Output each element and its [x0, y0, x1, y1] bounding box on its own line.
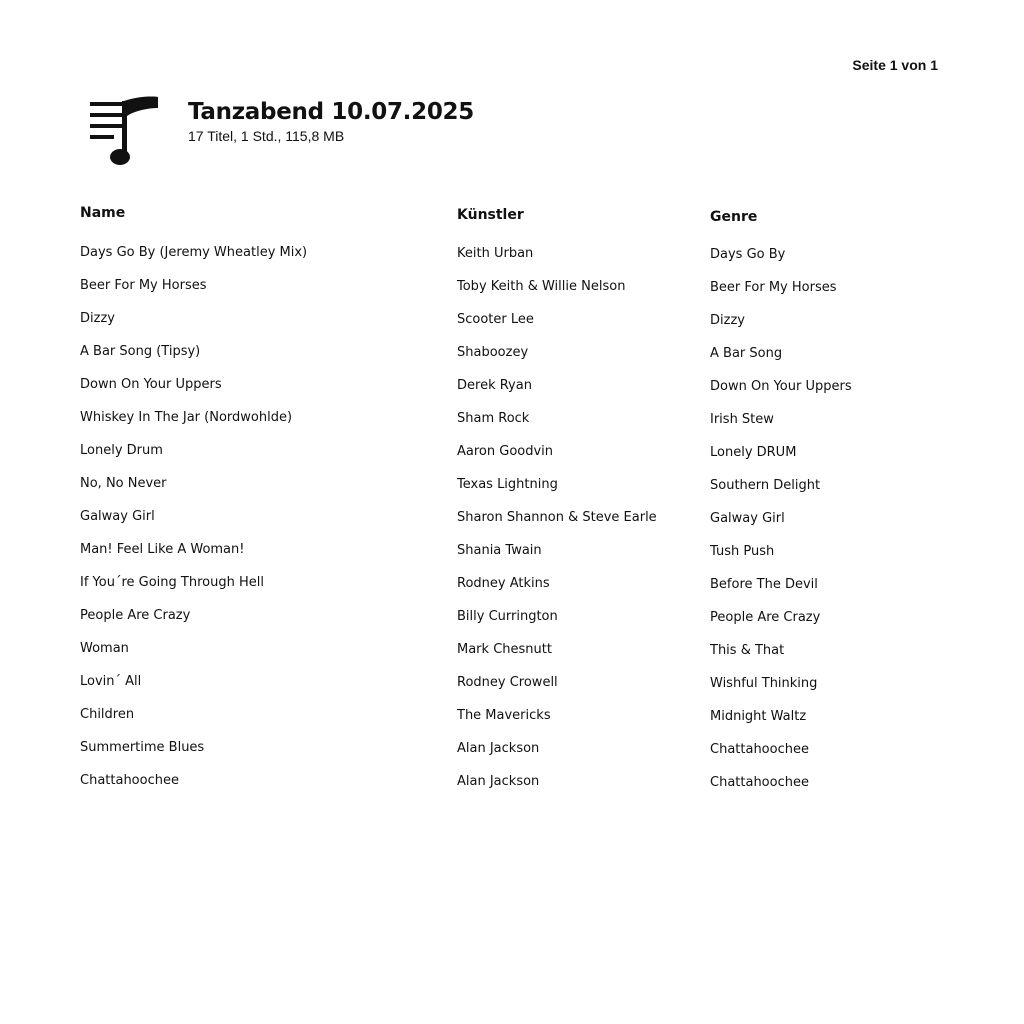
playlist-music-icon [88, 96, 162, 168]
track-artist: Texas Lightning [457, 477, 558, 492]
track-rows [0, 244, 1024, 805]
track-artist: Keith Urban [457, 246, 534, 261]
table-row [0, 310, 1024, 343]
track-genre: Beer For My Horses [710, 280, 837, 295]
playlist-title: Tanzabend 10.07.2025 [188, 99, 474, 125]
page-number: Seite 1 von 1 [852, 57, 938, 73]
track-genre: Lonely DRUM [710, 445, 797, 460]
track-artist: Rodney Atkins [457, 576, 550, 591]
track-artist: Toby Keith & Willie Nelson [457, 279, 626, 294]
column-header-artist: Künstler [457, 207, 524, 223]
track-artist: Aaron Goodvin [457, 444, 554, 459]
table-row [0, 343, 1024, 376]
track-artist: Derek Ryan [457, 378, 532, 393]
table-row [0, 607, 1024, 640]
track-artist: Sham Rock [457, 411, 530, 426]
table-row [0, 475, 1024, 508]
column-header-genre: Genre [710, 209, 758, 225]
track-name: Chattahoochee [80, 773, 179, 788]
table-row [0, 508, 1024, 541]
table-row [0, 706, 1024, 739]
track-artist: Alan Jackson [457, 741, 540, 756]
track-genre: Southern Delight [710, 478, 821, 493]
column-header-name: Name [80, 205, 126, 221]
track-name: Lovin´ All [80, 674, 142, 689]
track-table [0, 204, 1024, 805]
track-genre: Wishful Thinking [710, 676, 818, 691]
track-artist: The Mavericks [457, 708, 551, 723]
track-name: Galway Girl [80, 509, 155, 524]
track-artist: Billy Currington [457, 609, 558, 624]
track-name: Down On Your Uppers [80, 377, 222, 392]
track-artist: Shaboozey [457, 345, 529, 360]
track-genre: Chattahoochee [710, 775, 809, 790]
track-genre: Dizzy [710, 313, 745, 328]
track-artist: Rodney Crowell [457, 675, 558, 690]
table-row [0, 244, 1024, 277]
playlist-header [188, 98, 474, 145]
table-header-row [0, 204, 1024, 244]
track-genre: People Are Crazy [710, 610, 821, 625]
track-genre: Galway Girl [710, 511, 785, 526]
track-genre: A Bar Song [710, 346, 783, 361]
track-name: Beer For My Horses [80, 278, 207, 293]
track-genre: Days Go By [710, 247, 786, 262]
track-name: Woman [80, 641, 129, 656]
track-artist: Scooter Lee [457, 312, 534, 327]
track-artist: Sharon Shannon & Steve Earle [457, 510, 657, 525]
track-artist: Alan Jackson [457, 774, 540, 789]
track-genre: Before The Devil [710, 577, 818, 592]
table-row [0, 673, 1024, 706]
track-name: Lonely Drum [80, 443, 163, 458]
track-name: If You´re Going Through Hell [80, 575, 264, 590]
track-artist: Shania Twain [457, 543, 542, 558]
track-name: Man! Feel Like A Woman! [80, 542, 245, 557]
track-name: Whiskey In The Jar (Nordwohlde) [80, 410, 293, 425]
track-genre: Down On Your Uppers [710, 379, 852, 394]
track-genre: Tush Push [710, 544, 775, 559]
track-genre: Midnight Waltz [710, 709, 807, 724]
track-name: A Bar Song (Tipsy) [80, 344, 201, 359]
track-name: Dizzy [80, 311, 115, 326]
table-row [0, 772, 1024, 805]
table-row [0, 409, 1024, 442]
table-row [0, 442, 1024, 475]
track-name: No, No Never [80, 476, 167, 491]
track-name: Children [80, 707, 135, 722]
track-name: Days Go By (Jeremy Wheatley Mix) [80, 245, 308, 260]
track-genre: Chattahoochee [710, 742, 809, 757]
table-row [0, 277, 1024, 310]
track-genre: This & That [710, 643, 785, 658]
table-row [0, 574, 1024, 607]
table-row [0, 640, 1024, 673]
track-name: Summertime Blues [80, 740, 205, 755]
track-artist: Mark Chesnutt [457, 642, 552, 657]
table-row [0, 739, 1024, 772]
table-row [0, 541, 1024, 574]
table-row [0, 376, 1024, 409]
track-name: People Are Crazy [80, 608, 191, 623]
track-genre: Irish Stew [710, 412, 774, 427]
playlist-summary: 17 Titel, 1 Std., 115,8 MB [188, 128, 345, 144]
